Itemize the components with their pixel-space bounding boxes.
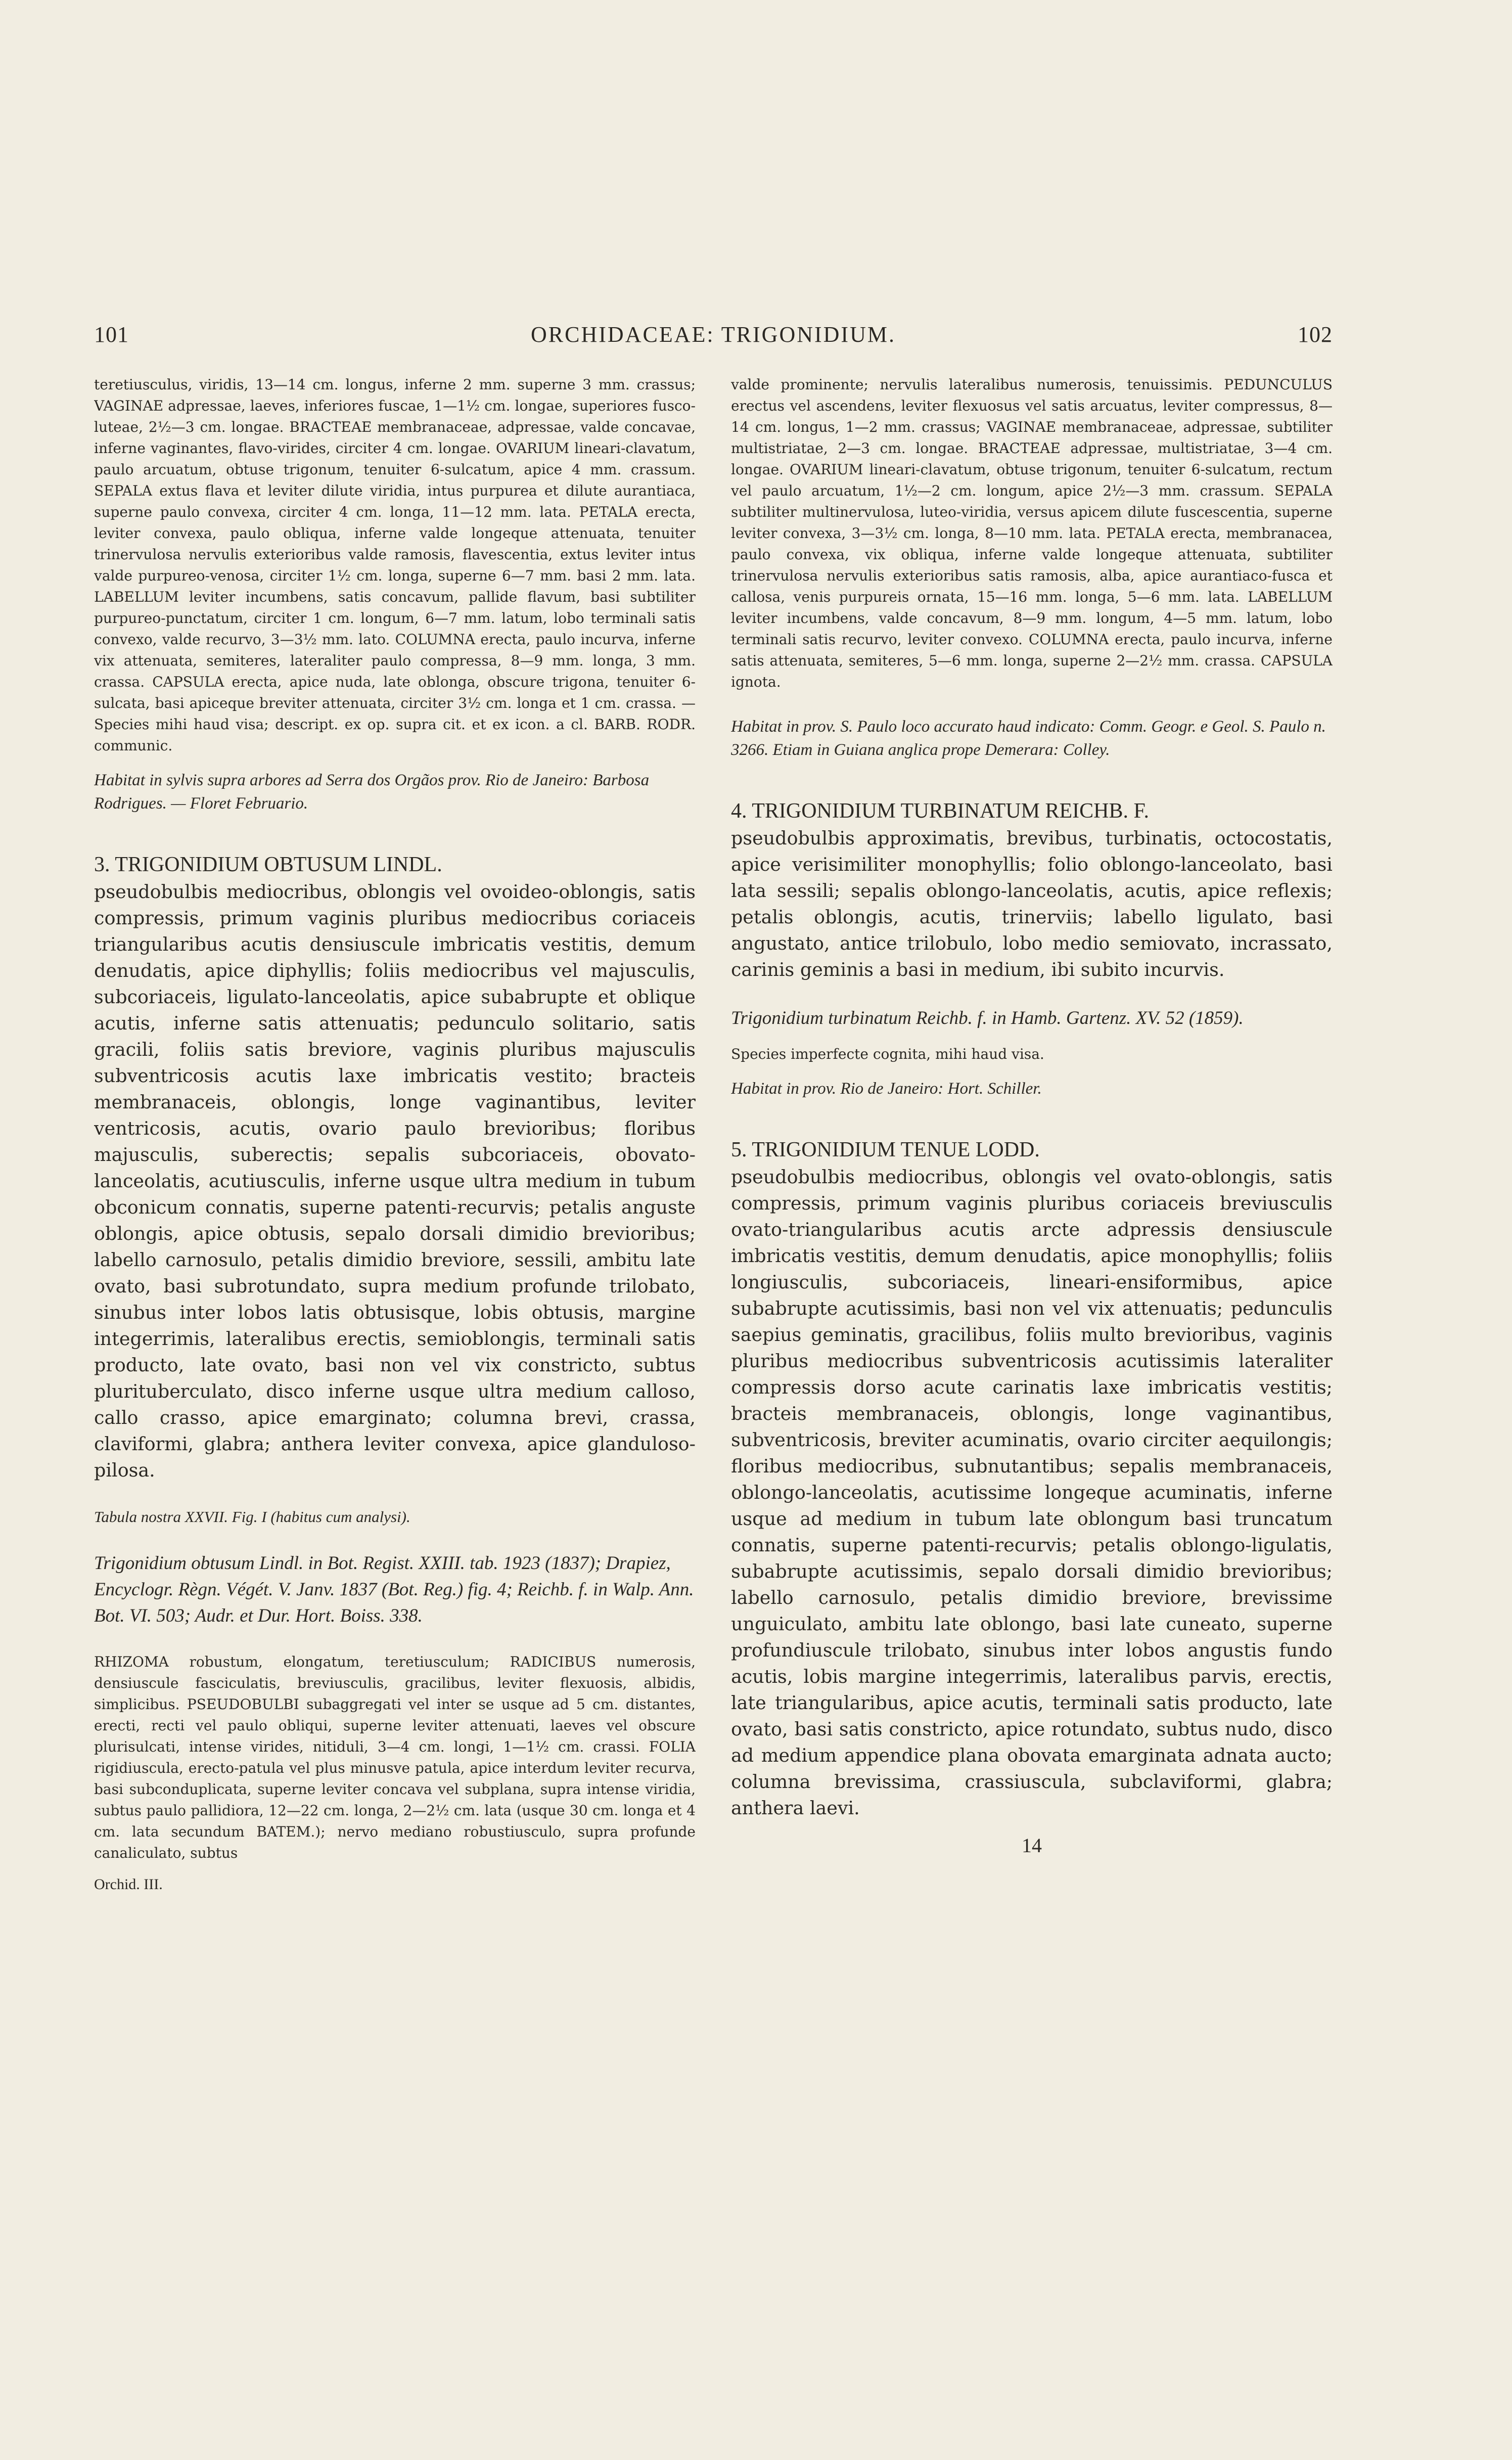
species-4-note: Species imperfecte cognita, mihi haud visa. bbox=[731, 1046, 1044, 1062]
habitat-species-2: Habitat in sylvis supra arbores ad Serra dos Orgãos prov. Rio de Janeiro: Barbosa Rodrigues. — Floret Februario. bbox=[94, 771, 650, 813]
habitat-species-3: Habitat in prov. S. Paulo loco accurato haud indicato: Comm. Geogr. e Geol. S. Paulo n. 3266. Etiam in Guiana anglica prope Demerara: Colley. bbox=[731, 718, 1326, 759]
page-number-right: 102 bbox=[1298, 322, 1333, 347]
page-number-left: 101 bbox=[94, 322, 129, 347]
species-3-diagnosis: pseudobulbis mediocribus, oblongis vel ovoideo-oblongis, satis compressis, primum vaginis pluribus mediocribus coriaceis triangularibus acutis densiuscule imbricatis vestitis, demum denudatis, apice diphyllis; foliis mediocribus vel majusculis, subcoriaceis, ligulato-lanceolatis, apice subabrupte et oblique acutis, inferne satis attenuatis; pedunculo solitario, satis gracili, foliis satis breviore, vaginis pluribus majusculis subventricosis acutis laxe imbricatis vestito; bracteis membranaceis, oblongis, longe vaginantibus, leviter ventricosis, acutis, ovario paulo brevioribus; floribus majusculis, suberectis; sepalis subcoriaceis, obovato-lanceolatis, acutiusculis, inferne usque ultra medium in tubum obconicum connatis, superne patenti-recurvis; petalis anguste oblongis, apice obtusis, sepalo dorsali dimidio brevioribus; labello carnosulo, petalis dimidio breviore, sessili, ambitu late ovato, basi subrotundato, supra medium profunde trilobato, sinubus inter lobos latis obtusisque, lobis obtusis, margine integerrimis, lateralibus erectis, semioblongis, terminali satis producto, late ovato, basi non vel vix constricto, subtus plurituberculato, disco inferne usque ultra medium calloso, callo crasso, apice emarginato; columna brevi, crassa, claviformi, glabra; anthera leviter convexa, apice glanduloso-pilosa. bbox=[94, 881, 696, 1481]
species-3-heading: 3. TRIGONIDIUM OBTUSUM LINDL. bbox=[94, 853, 442, 876]
species-3-description: RHIZOMA robustum, elongatum, teretiusculum; RADICIBUS numerosis, densiuscule fasciculatis, breviusculis, gracilibus, leviter flexuosis, albidis, simplicibus. PSEUDOBULBI subaggregati vel inter se usque ad 5 cm. distantes, erecti, recti vel paulo obliqui, superne leviter attenuati, laeves vel obscure plurisulcati, intense virides, nitiduli, 3—4 cm. longi, 1—1½ cm. crassi. FOLIA rigidiuscula, erecto-patula vel plus minusve patula, apice interdum leviter recurva, basi subconduplicata, superne leviter concava vel subplana, supra intense viridia, subtus paulo pallidiora, 12—22 cm. longa, 2—2½ cm. lata (usque 30 cm. longa et 4 cm. lata secundum BATEM.); nervo mediano robustiusculo, supra profunde canaliculato, subtus bbox=[94, 1653, 696, 1861]
species-4-diagnosis: pseudobulbis approximatis, brevibus, turbinatis, octocostatis, apice verisimiliter monophyllis; folio oblongo-lanceolato, basi lata sessili; sepalis oblongo-lanceolatis, acutis, apice reflexis; petalis oblongis, acutis, trinerviis; labello ligulato, basi angustato, antice trilobulo, lobo medio semiovato, incrassato, carinis geminis a basi in medium, ibi subito incurvis. bbox=[731, 827, 1333, 980]
species-5-heading: 5. TRIGONIDIUM TENUE LODD. bbox=[731, 1138, 1040, 1161]
running-title: ORCHIDACEAE: TRIGONIDIUM. bbox=[531, 322, 896, 347]
right-column bbox=[731, 374, 1333, 2387]
running-header bbox=[94, 322, 1333, 352]
species-4-citation: Trigonidium turbinatum Reichb. f. in Hamb. Gartenz. XV. 52 (1859). bbox=[731, 1008, 1244, 1028]
sheet-number: 14 bbox=[1022, 1834, 1042, 1857]
plate-reference: Tabula nostra XXVII. Fig. I (habitus cum analysi). bbox=[94, 1508, 410, 1526]
signature-mark: Orchid. III. bbox=[94, 1876, 163, 1893]
species-3-citation: Trigonidium obtusum Lindl. in Bot. Regist. XXIII. tab. 1923 (1837); Drapiez, Encyclogr. Règn. Végét. V. Janv. 1837 (Bot. Reg.) fig. 4; Reichb. f. in Walp. Ann. Bot. VI. 503; Audr. et Dur. Hort. Boiss. 338. bbox=[94, 1553, 694, 1626]
description-continued: teretiusculus, viridis, 13—14 cm. longus, inferne 2 mm. superne 3 mm. crassus; VAGINAE adpressae, laeves, inferiores fuscae, 1—1½ cm. longae, superiores fusco-luteae, 2½—3 cm. longae. BRACTEAE membranaceae, adpressae, valde concavae, inferne vaginantes, flavo-virides, circiter 4 cm. longae. OVARIUM lineari-clavatum, paulo arcuatum, obtuse trigonum, tenuiter 6-sulcatum, apice 4 mm. crassum. SEPALA extus flava et leviter dilute viridia, intus purpurea et dilute aurantiaca, superne paulo convexa, circiter 4 cm. longa, 11—12 mm. lata. PETALA erecta, leviter convexa, paulo obliqua, inferne valde longeque attenuata, tenuiter trinervulosa nervulis exterioribus valde ramosis, flavescentia, extus leviter intus valde purpureo-venosa, circiter 1½ cm. longa, superne 6—7 mm. basi 2 mm. lata. LABELLUM leviter incumbens, satis concavum, pallide flavum, basi subtiliter purpureo-punctatum, circiter 1 cm. longum, 6—7 mm. latum, lobo terminali satis convexo, valde recurvo, 3—3½ mm. lato. COLUMNA erecta, paulo incurva, inferne vix attenuata, semiteres, lateraliter paulo compressa, 8—9 mm. longa, 3 mm. crassa. CAPSULA erecta, apice nuda, late oblonga, obscure trigona, tenuiter 6-sulcata, basi apiceque breviter attenuata, circiter 3½ cm. longa et 1 cm. crassa. — Species mihi haud visa; descript. ex op. supra cit. et ex icon. a cl. BARB. RODR. communic. bbox=[94, 376, 696, 754]
habitat-species-4: Habitat in prov. Rio de Janeiro: Hort. Schiller. bbox=[731, 1080, 1042, 1098]
species-5-diagnosis: pseudobulbis mediocribus, oblongis vel ovato-oblongis, satis compressis, primum vaginis pluribus coriaceis breviusculis ovato-triangularibus acutis arcte adpressis densiuscule imbricatis vestitis, demum denudatis, apice monophyllis; foliis longiusculis, subcoriaceis, lineari-ensiformibus, apice subabrupte acutissimis, basi non vel vix attenuatis; pedunculis saepius geminatis, gracilibus, foliis multo brevioribus, vaginis pluribus mediocribus subventricosis acutissimis lateraliter compressis dorso acute carinatis laxe imbricatis vestitis; bracteis membranaceis, oblongis, longe vaginantibus, subventricosis, breviter acuminatis, ovario circiter aequilongis; floribus mediocribus, subnutantibus; sepalis membranaceis, oblongo-lanceolatis, acutissime longeque acuminatis, inferne usque ad medium in tubum late oblongum basi truncatum connatis, superne patenti-recurvis; petalis oblongo-ligulatis, subabrupte acutissimis, sepalo dorsali dimidio brevioribus; labello carnosulo, petalis dimidio breviore, brevissime unguiculato, ambitu late oblongo, basi late cuneato, superne profundiuscule trilobato, sinubus inter lobos angustis fundo acutis, lobis margine integerrimis, lateralibus parvis, erectis, late triangularibus, apice acutis, terminali satis producto, late ovato, basi satis constricto, apice rotundato, subtus nudo, disco ad medium appendice plana obovata emarginata adnata aucto; columna brevissima, crassiuscula, subclaviformi, glabra; anthera laevi. bbox=[731, 1166, 1333, 1819]
species-4-heading: 4. TRIGONIDIUM TURBINATUM REICHB. F. bbox=[731, 799, 1149, 823]
left-column bbox=[94, 374, 696, 2387]
species-3-description-continued: valde prominente; nervulis lateralibus numerosis, tenuissimis. PEDUNCULUS erectus vel ascendens, leviter flexuosus vel satis arcuatus, leviter compressus, 8—14 cm. longus, 1—2 mm. crassus; VAGINAE membranaceae, adpressae, subtiliter multistriatae, 2—3 cm. longae. BRACTEAE adpressae, multistriatae, 3—4 cm. longae. OVARIUM lineari-clavatum, obtuse trigonum, tenuiter 6-sulcatum, rectum vel paulo arcuatum, 1½—2 cm. longum, apice 2½—3 mm. crassum. SEPALA subtiliter multinervulosa, luteo-viridia, versus apicem dilute fuscescentia, superne leviter convexa, 3—3½ cm. longa, 8—10 mm. lata. PETALA erecta, membranacea, paulo convexa, vix obliqua, inferne valde longeque attenuata, subtiliter trinervulosa nervulis exterioribus satis ramosis, alba, apice aurantiaco-fusca et callosa, venis purpureis ornata, 15—16 mm. longa, 5—6 mm. lata. LABELLUM leviter incumbens, valde concavum, 8—9 mm. longum, 4—5 mm. latum, lobo terminali satis recurvo, leviter convexo. COLUMNA erecta, paulo incurva, inferne satis attenuata, semiteres, 5—6 mm. longa, superne 2—2½ mm. crassa. CAPSULA ignota. bbox=[731, 376, 1333, 690]
